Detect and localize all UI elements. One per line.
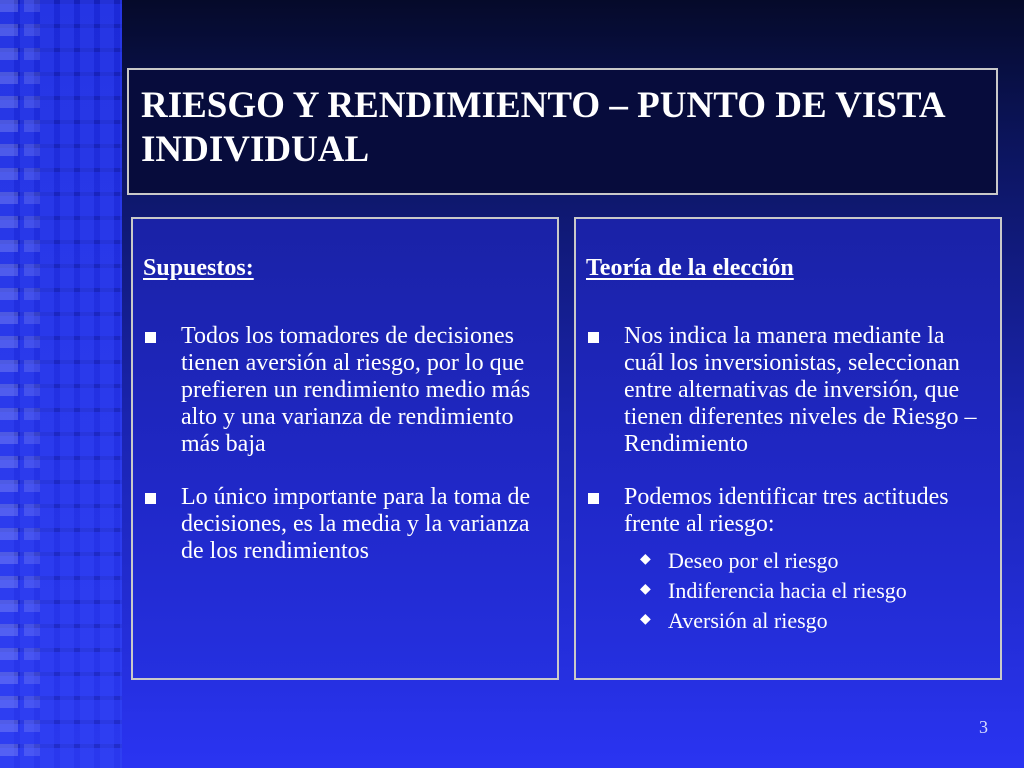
list-item [586, 484, 986, 636]
list-item-text: Lo único importante para la toma de decisiones, es la media y la varianza de los rendimientos [181, 484, 531, 564]
sub-list-item-text: Deseo por el riesgo [668, 548, 839, 573]
diamond-bullet-icon: ◆ [640, 612, 651, 627]
slide-number: 3 [979, 717, 988, 737]
side-strip-band-pattern [0, 0, 122, 768]
slide-title: RIESGO Y RENDIMIENTO – PUNTO DE VISTA INDIVIDUAL [141, 85, 944, 170]
square-bullet-icon [588, 493, 599, 504]
list-item [143, 323, 543, 458]
list-item [586, 323, 986, 458]
sub-list-item [624, 606, 986, 636]
list-item [143, 484, 543, 565]
list-item-text: Nos indica la manera mediante la cuál los inversionistas, seleccionan entre alternativas de inversión, que tienen diferentes niveles de Riesgo – Rendimiento [624, 323, 977, 457]
sub-list-item-text: Aversión al riesgo [668, 608, 828, 633]
square-bullet-icon [588, 332, 599, 343]
list-item-text: Todos los tomadores de decisiones tienen aversión al riesgo, por lo que prefieren un rendimiento medio más alto y una varianza de rendimiento más baja [181, 323, 531, 457]
assumptions-heading: Supuestos: [143, 255, 254, 281]
sub-list-item [624, 576, 986, 606]
diamond-bullet-icon: ◆ [640, 582, 651, 597]
choice-theory-list [586, 323, 986, 662]
square-bullet-icon [145, 332, 156, 343]
diamond-bullet-icon: ◆ [640, 552, 651, 567]
choice-theory-panel [574, 217, 1002, 680]
sub-list-item-text: Indiferencia hacia el riesgo [668, 578, 907, 603]
assumptions-list [143, 323, 543, 591]
sub-list-item [624, 546, 986, 576]
list-item-text: Podemos identificar tres actitudes frente al riesgo: [624, 484, 949, 537]
square-bullet-icon [145, 493, 156, 504]
title-box [127, 68, 998, 195]
risk-attitudes-list [624, 546, 986, 636]
choice-theory-heading: Teoría de la elección [586, 255, 794, 281]
decorative-side-strip [0, 0, 122, 768]
assumptions-panel [131, 217, 559, 680]
